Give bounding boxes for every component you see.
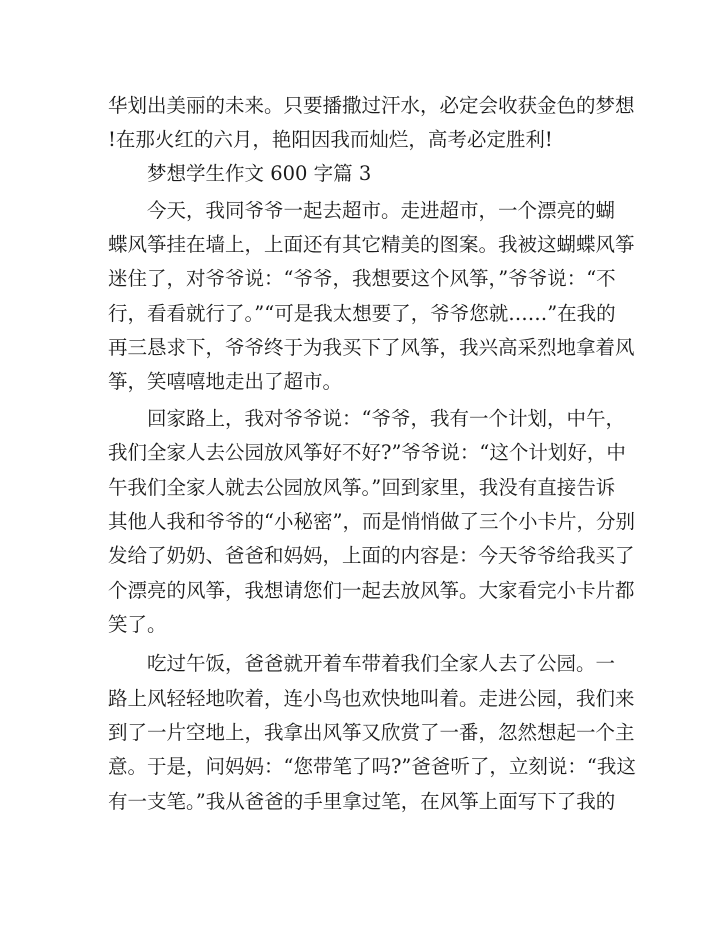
text-line: 路上风轻轻地吹着，连小鸟也欢快地叫着。走进公园，我们来 bbox=[108, 687, 635, 710]
text-line: 蝶风筝挂在墙上，上面还有其它精美的图案。我被这蝴蝶风筝 bbox=[108, 233, 635, 256]
text-line: 回家路上，我对爷爷说：“爷爷，我有一个计划，中午， bbox=[147, 407, 625, 430]
text-line: 有一支笔。”我从爸爸的手里拿过笔，在风筝上面写下了我的 bbox=[108, 790, 616, 813]
text-line: 再三恳求下，爷爷终于为我买下了风筝，我兴高采烈地拿着风 bbox=[108, 336, 635, 359]
text-line: 筝，笑嘻嘻地走出了超市。 bbox=[108, 370, 343, 393]
text-line: 我们全家人去公园放风筝好不好?”爷爷说：“这个计划好，中 bbox=[108, 441, 626, 464]
text-line: 笑了。 bbox=[108, 613, 167, 636]
text-line: 吃过午饭，爸爸就开着车带着我们全家人去了公园。一 bbox=[147, 652, 616, 675]
text-line: 个漂亮的风筝，我想请您们一起去放风筝。大家看完小卡片都 bbox=[108, 579, 635, 602]
text-line: 到了一片空地上，我拿出风筝又欣赏了一番，忽然想起一个主 bbox=[108, 721, 635, 744]
text-line: 发给了奶奶、爸爸和妈妈，上面的内容是：今天爷爷给我买了 bbox=[108, 544, 635, 567]
text-line: 行，看看就行了。”“可是我太想要了，爷爷您就……”在我的 bbox=[108, 302, 616, 325]
text-line: 今天，我同爷爷一起去超市。走进超市，一个漂亮的蝴 bbox=[147, 199, 616, 222]
text-line: 华划出美丽的未来。只要播撒过汗水，必定会收获金色的梦想 bbox=[108, 94, 635, 117]
text-line: 意。于是，问妈妈：“您带笔了吗?”爸爸听了，立刻说：“我这 bbox=[108, 755, 636, 778]
text-line: 午我们全家人就去公园放风筝。”回到家里，我没有直接告诉 bbox=[108, 476, 616, 499]
text-line: 迷住了，对爷爷说：“爷爷，我想要这个风筝，”爷爷说：“不 bbox=[108, 267, 616, 290]
text-line: !在那火红的六月，艳阳因我而灿烂，高考必定胜利! bbox=[108, 128, 553, 151]
text-line: 其他人我和爷爷的“小秘密”，而是悄悄做了三个小卡片，分别 bbox=[108, 510, 635, 533]
section-heading: 梦想学生作文 600 字篇 3 bbox=[147, 162, 372, 185]
